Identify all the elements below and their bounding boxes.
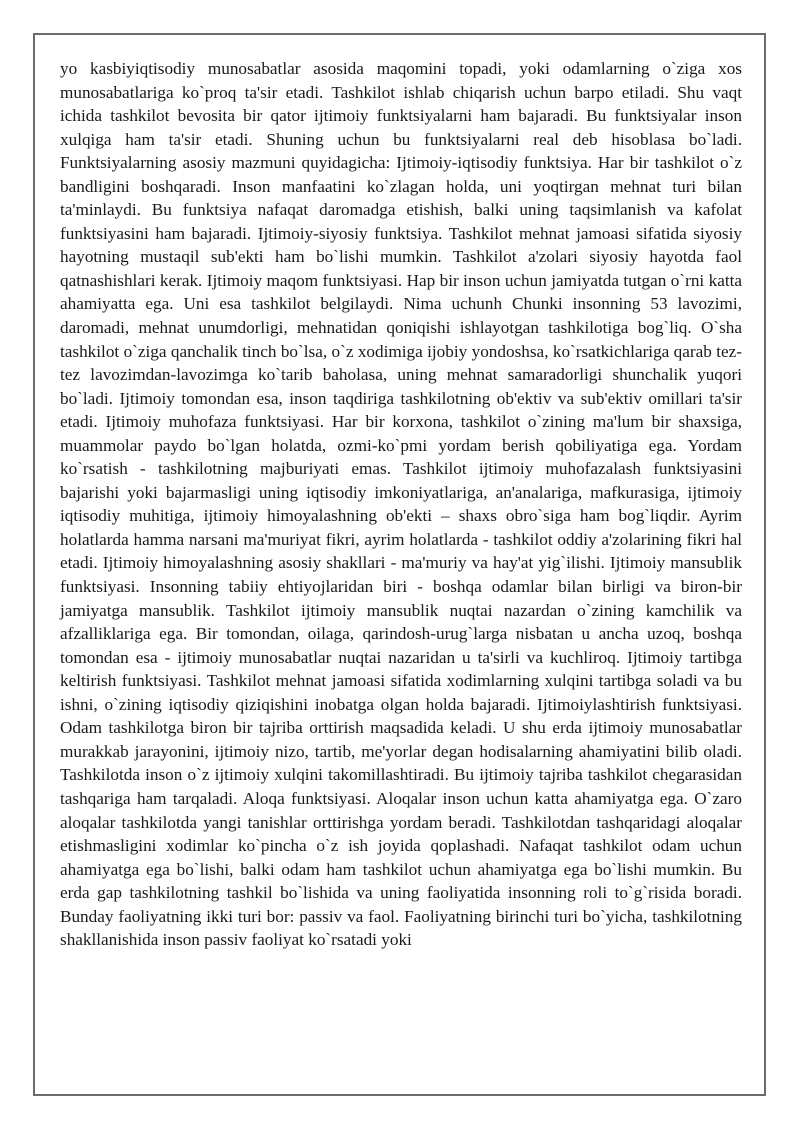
body-paragraph: yo kasbiyiqtisodiy munosabatlar asosida maqomini topadi, yoki odamlarning o`ziga xos munosabatlariga ko`proq ta'sir etadi. Tashkilot ishlab chiqarish uchun barpo etiladi. Shu vaqt ichida tashkilot bevosita bir qator ijtimoiy funktsiyalarni ham bajaradi. Bu funktsiyalar inson xulqiga ham ta'sir etadi. Shuning uchun bu funktsiyalarni real deb hisoblasa bo`ladi. Funktsiyalarning asosiy mazmuni quyidagicha: Ijtimoiy-iqtisodiy funktsiya. Har bir tashkilot o`z bandligini boshqaradi. Inson manfaatini ko`zlagan holda, uni yoqtirgan mehnat turi bilan ta'minlaydi. Bu funktsiya nafaqat daromadga etishish, balki uning taqsimlanish va kafolat funktsiyasini ham bajaradi. Ijtimoiy-siyosiy funktsiya. Tashkilot mehnat jamoasi sifatida siyosiy hayotning mustaqil sub'ekti ham bo`lishi mumkin. Tashkilot a'zolari siyosiy hayotda faol qatnashishlari kerak. Ijtimoiy maqom funktsiyasi. Hap bir inson uchun jamiyatda tutgan o`rni katta ahamiyatta ega. Uni esa tashkilot belgilaydi. Nima uchunh Chunki insonning 53 lavozimi, daromadi, mehnat unumdorligi, mehnatidan qoniqishi ishlayotgan tashkilotiga bog`liq. O`sha tashkilot o`ziga qanchalik tinch bo`lsa, o`z xodimiga ijobiy yondoshsa, ko`rsatkichlariga qarab tez-tez lavozimdan-lavozimga ko`tarib baholasa, uning mehnat samaradorligi shunchalik yuqori bo`ladi. Ijtimoiy tomondan esa, inson taqdiriga tashkilotning ob'ektiv va sub'ektiv omillari ta'sir etadi. Ijtimoiy muhofaza funktsiyasi. Har bir korxona, tashkilot o`zining ma'lum bir shaxsiga, muammolar paydo bo`lgan holatda, ozmi-ko`pmi yordam berish qobiliyatiga ega. Yordam ko`rsatish - tashkilotning majburiyati emas. Tashkilot ijtimoiy muhofazalash funktsiyasini bajarishi yoki bajarmasligi uning iqtisodiy imkoniyatlariga, an'analariga, mafkurasiga, ijtimoiy iqtisodiy muhitiga, ijtimoiy himoyalashning ob'ekti – shaxs obro`siga ham bog`liqdir. Ayrim holatlarda hamma narsani ma'muriyat fikri, ayrim holatlarda - tashkilot oddiy a'zolarining fikri hal etadi. Ijtimoiy himoyalashning asosiy shakllari - ma'muriy va hay'at yig`ilishi. Ijtimoiy mansublik funktsiyasi. Insonning tabiiy ehtiyojlaridan biri - boshqa odamlar bilan birligi va biron-bir jamiyatga mansublik. Tashkilot ijtimoiy mansublik nuqtai nazardan o`zining kamchilik va afzalliklariga ega. Bir tomondan, oilaga, qarindosh-urug`larga nisbatan u ancha uzoq, boshqa tomondan esa - ijtimoiy munosabatlar nuqtai nazaridan u ta'sirli va kuchliroq. Ijtimoiy tartibga keltirish funktsiyasi. Tashkilot mehnat jamoasi sifatida xodimlarning xulqini tartibga soladi va bu ishni, o`zining iqtisodiy qiziqishini inobatga olgan holda bajaradi. Ijtimoiylashtirish funktsiyasi. Odam tashkilotga biron bir tajriba orttirish maqsadida keladi. U shu erda ijtimoiy munosabatlar murakkab jarayonini, ijtimoiy nizo, tartib, me'yorlar degan hodisalarning ahamiyatini bilib oladi. Tashkilotda inson o`z ijtimoiy xulqini takomillashtiradi. Bu ijtimoiy tajriba tashkilot chegarasidan tashqariga ham tarqaladi. Aloqa funktsiyasi. Aloqalar inson uchun katta ahamiyatga ega. O`zaro aloqalar tashkilotda yangi tanishlar orttirishga yordam beradi. Tashkilotdan tashqaridagi aloqalar etishmasligini xodimlar ko`pincha o`z ish joyida qoplashadi. Nafaqat tashkilot odam uchun ahamiyatga ega bo`lishi, balki odam ham tashkilot uchun ahamiyatga ega bo`lishi mumkin. Bu erda gap tashkilotning tashkil bo`lishida va uning faoliyatida insonning roli to`g`risida boradi. Bunday faoliyatning ikki turi bor: passiv va faol. Faoliyatning birinchi turi bo`yicha, tashkilotning shakllanishida inson passiv faoliyat ko`rsatadi yoki [60, 59, 742, 950]
